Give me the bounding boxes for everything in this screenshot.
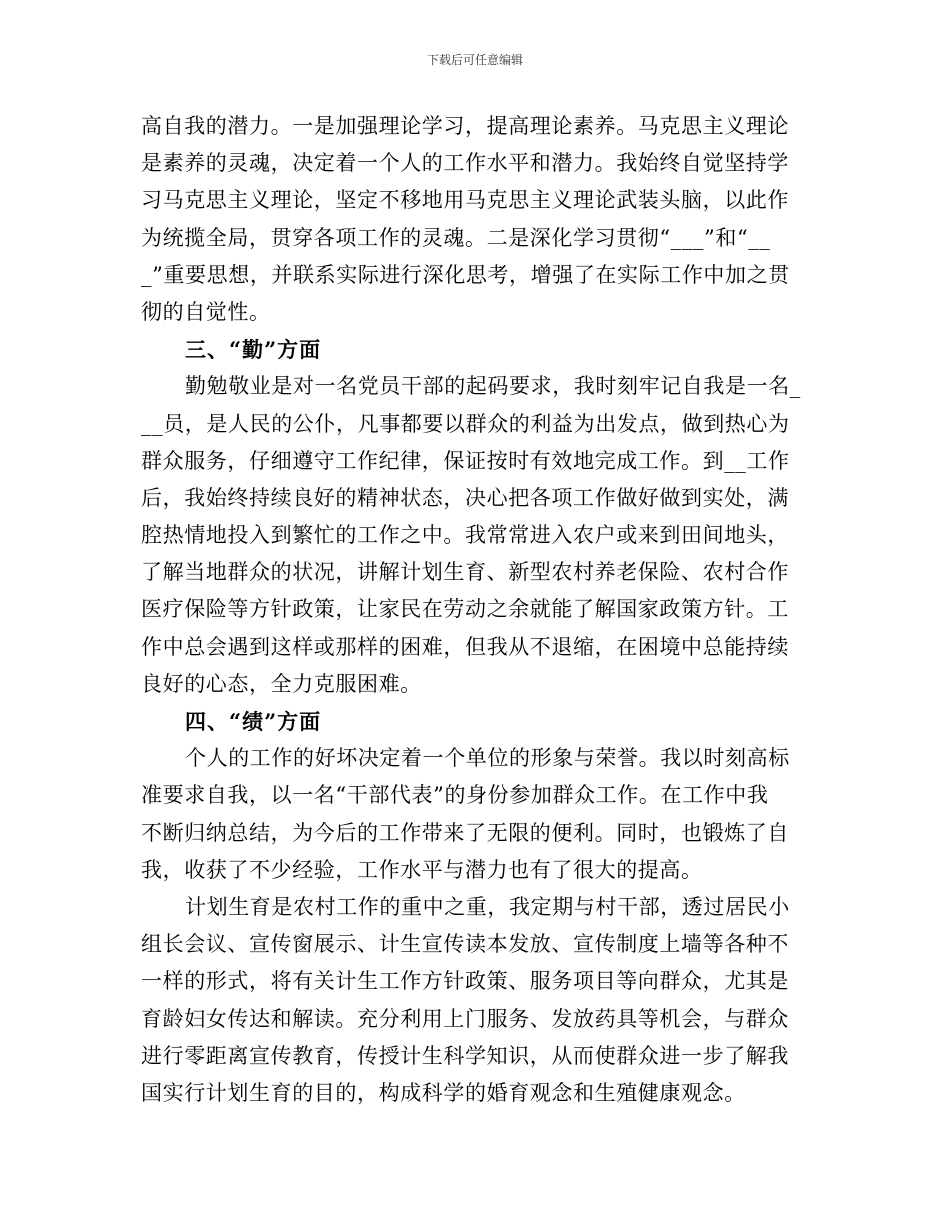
- document-body: [141, 108, 809, 1112]
- body-line: 后，我始终持续良好的精神状态，决心把各项工作做好做到实处，满: [141, 485, 789, 510]
- body-line: 习马克思主义理论，坚定不移地用马克思主义理论武装头脑，以此作: [141, 188, 789, 213]
- paragraph-first-line: 个人的工作的好坏决定着一个单位的形象与荣誉。我以时刻高标: [185, 746, 790, 771]
- body-line: 了解当地群众的状况，讲解计划生育、新型农村养老保险、农村合作: [141, 560, 789, 585]
- paragraph-first-line: 计划生育是农村工作的重中之重，我定期与村干部，透过居民小: [185, 894, 790, 919]
- body-line: __员，是人民的公仆，凡事都要以群众的利益为出发点，做到热心为: [141, 411, 790, 436]
- body-line: 彻的自觉性。: [141, 299, 271, 324]
- body-line: 高自我的潜力。一是加强理论学习，提高理论素养。马克思主义理论: [141, 114, 789, 138]
- body-line: 我，收获了不少经验，工作水平与潜力也有了很大的提高。: [141, 857, 703, 882]
- section-heading-ji: 四、“绩”方面: [185, 709, 322, 734]
- section-heading-qin: 三、“勤”方面: [185, 337, 322, 363]
- body-line: 不断归纳总结，为今后的工作带来了无限的便利。同时，也锻炼了自: [141, 820, 789, 845]
- body-line: 医疗保险等方针政策，让家民在劳动之余就能了解国家政策方针。工: [141, 597, 789, 622]
- body-line: 准要求自我，以一名“干部代表”的身份参加群众工作。在工作中我: [141, 783, 769, 808]
- body-line: 组长会议、宣传窗展示、计生宣传读本发放、宣传制度上墙等各种不: [141, 932, 789, 957]
- body-line: 是素养的灵魂，决定着一个人的工作水平和潜力。我始终自觉坚持学: [141, 151, 789, 176]
- body-line: 育龄妇女传达和解读。充分利用上门服务、发放药具等机会，与群众: [141, 1006, 789, 1031]
- body-line: 腔热情地投入到繁忙的工作之中。我常常进入农户或来到田间地头，: [141, 523, 789, 548]
- paragraph-first-line: 勤勉敬业是对一名党员干部的起码要求，我时刻牢记自我是一名_: [185, 374, 801, 399]
- page-header: 下载后可任意编辑: [426, 53, 523, 67]
- body-line: 群众服务，仔细遵守工作纪律，保证按时有效地完成工作。到__工作: [141, 448, 790, 473]
- body-line: 作中总会遇到这样或那样的困难，但我从不退缩，在困境中总能持续: [141, 634, 789, 659]
- body-line: 国实行计划生育的目的，构成科学的婚育观念和生殖健康观念。: [141, 1080, 746, 1105]
- body-line: 为统揽全局，贯穿各项工作的灵魂。二是深化学习贯彻“___”和“__: [141, 225, 771, 250]
- body-line: 一样的形式，将有关计生工作方针政策、服务项目等向群众，尤其是: [141, 969, 789, 994]
- body-line: 进行零距离宣传教育，传授计生科学知识，从而使群众进一步了解我: [141, 1043, 789, 1068]
- body-line: 良好的心态，全力克服困难。: [141, 671, 422, 696]
- body-line: _”重要思想，并联系实际进行深化思考，增强了在实际工作中加之贯: [141, 262, 790, 287]
